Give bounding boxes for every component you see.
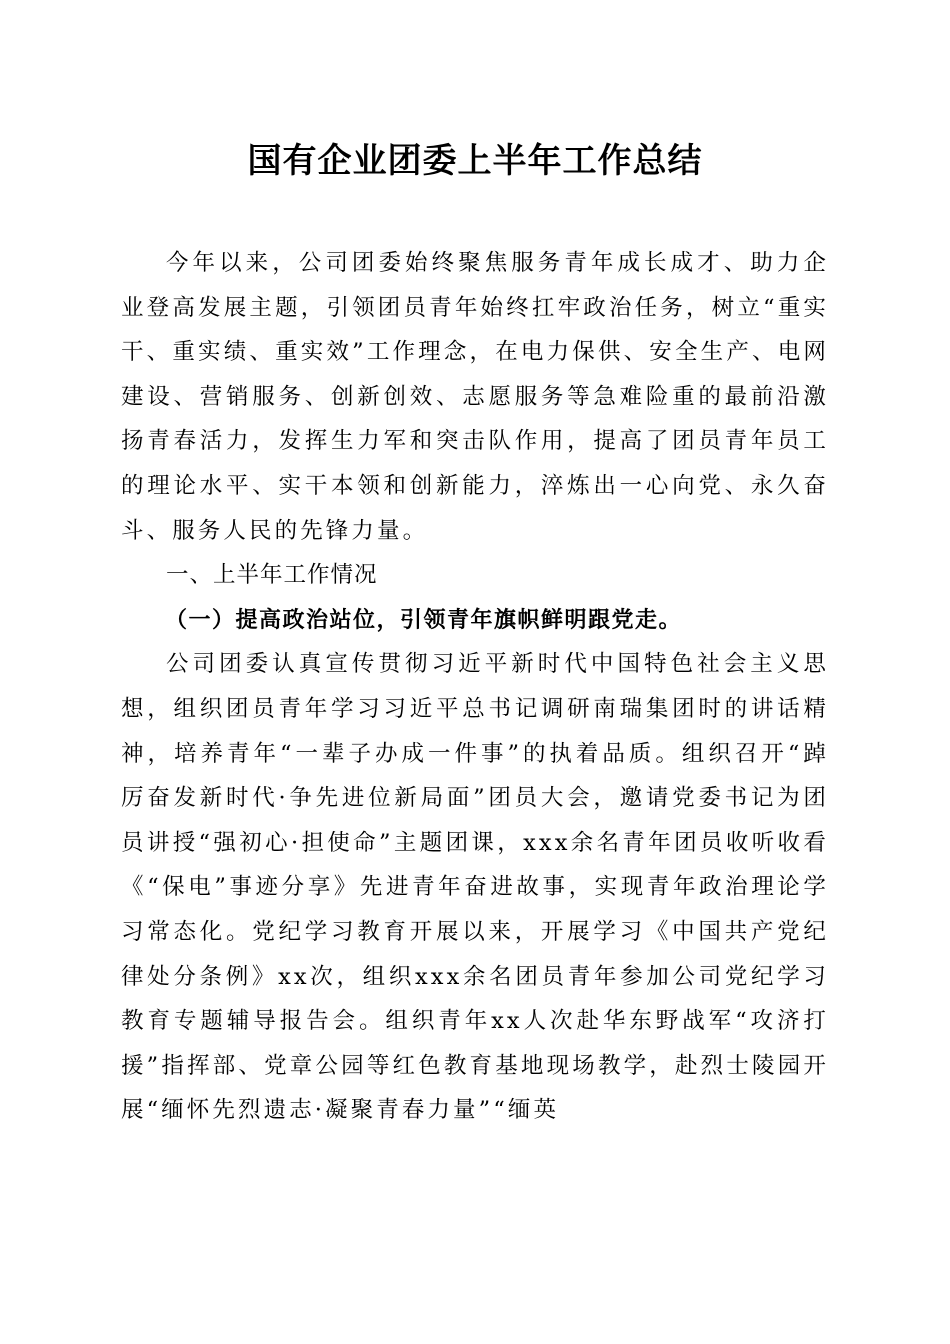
subsection-paragraph-1: 公司团委认真宣传贯彻习近平新时代中国特色社会主义思想，组织团员青年学习习近平总书记调研南瑞集团时的讲话精神，培养青年“一辈子办成一件事”的执着品质。组织召开“踔厉奋发新时代·争先进位新局面”团员大会，邀请党委书记为团员讲授“强初心·担使命”主题团课，xxx余名青年团员收听收看《“保电”事迹分享》先进青年奋进故事，实现青年政治理论学习常态化。党纪学习教育开展以来，开展学习《中国共产党纪律处分条例》xx次，组织xxx余名团员青年参加公司党纪学习教育专题辅导报告会。组织青年xx人次赴华东野战军“攻济打援”指挥部、党章公园等红色教育基地现场教学，赴烈士陵园开展“缅怀先烈遗志·凝聚青春力量”“缅英	[121, 651, 829, 1124]
section-heading-1: 一、上半年工作情况	[166, 562, 378, 589]
document-body	[121, 133, 829, 1133]
document-title: 国有企业团委上半年工作总结	[247, 141, 703, 181]
subsection-heading-1: （一）提高政治站位，引领青年旗帜鲜明跟党走。	[165, 606, 683, 633]
intro-paragraph: 今年以来，公司团委始终聚焦服务青年成长成才、助力企业登高发展主题，引领团员青年始终扛牢政治任务，树立“重实干、重实绩、重实效”工作理念，在电力保供、安全生产、电网建设、营销服务、创新创效、志愿服务等急难险重的最前沿激扬青春活力，发挥生力军和突击队作用，提高了团员青年员工的理论水平、实干本领和创新能力，淬炼出一心向党、永久奋斗、服务人民的先锋力量。	[121, 250, 829, 544]
